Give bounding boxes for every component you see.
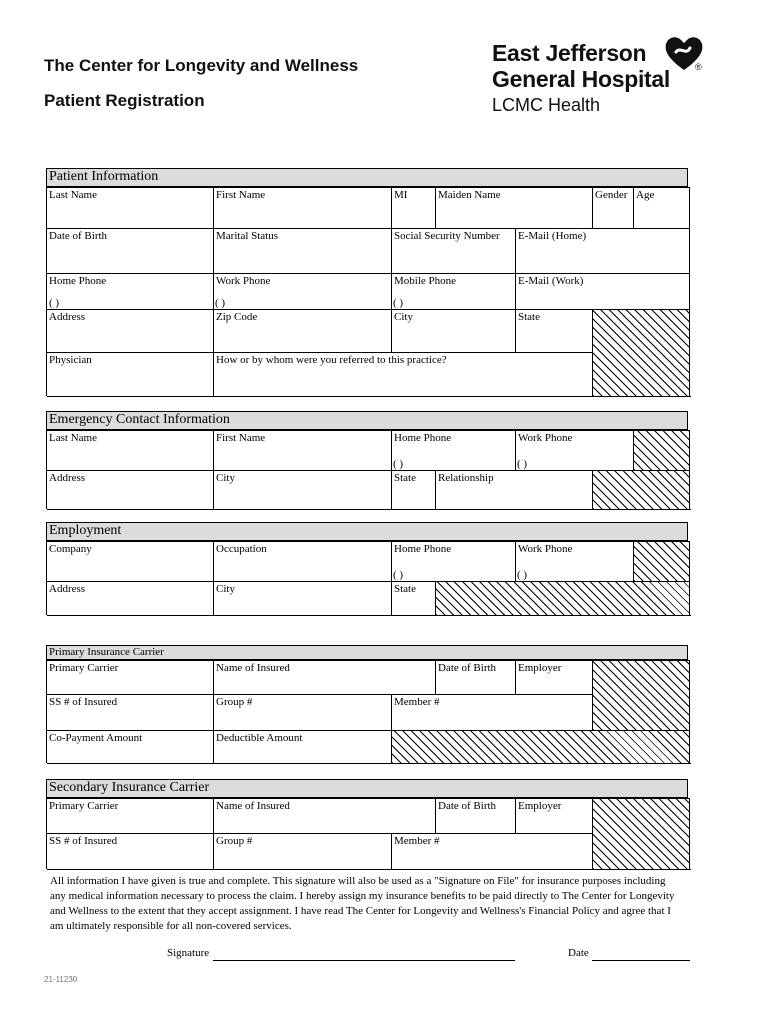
secondary-carrier-field[interactable]: Primary Carrier bbox=[47, 798, 213, 833]
work-phone-field[interactable]: Work Phone bbox=[213, 273, 391, 309]
emergency-first-name-field[interactable]: First Name bbox=[213, 430, 391, 470]
area-code: ( ) bbox=[393, 569, 404, 581]
date-label: Date bbox=[568, 947, 589, 959]
hatched-blank-area bbox=[435, 581, 689, 615]
area-code: ( ) bbox=[517, 569, 528, 581]
area-code: ( ) bbox=[49, 297, 60, 309]
hospital-logo bbox=[492, 40, 702, 116]
hatched-blank-area bbox=[633, 541, 689, 581]
secondary-employer-field[interactable]: Employer bbox=[515, 798, 592, 833]
deductible-field[interactable]: Deductible Amount bbox=[213, 730, 391, 763]
physician-field[interactable]: Physician bbox=[47, 352, 213, 396]
gender-field[interactable]: Gender bbox=[592, 187, 633, 228]
emergency-home-phone-field[interactable]: Home Phone bbox=[391, 430, 515, 470]
secondary-insured-dob-field[interactable]: Date of Birth bbox=[435, 798, 515, 833]
secondary-ss-field[interactable]: SS # of Insured bbox=[47, 833, 213, 869]
emergency-state-field[interactable]: State bbox=[391, 470, 435, 509]
primary-carrier-field[interactable]: Primary Carrier bbox=[47, 660, 213, 694]
age-field[interactable]: Age bbox=[633, 187, 689, 228]
signature-line[interactable] bbox=[213, 960, 515, 961]
occupation-field[interactable]: Occupation bbox=[213, 541, 391, 581]
form-number: 21-11230 bbox=[44, 975, 78, 984]
secondary-group-field[interactable]: Group # bbox=[213, 833, 391, 869]
emergency-last-name-field[interactable]: Last Name bbox=[47, 430, 213, 470]
clinic-name: The Center for Longevity and Wellness bbox=[44, 56, 359, 75]
employment-home-phone-field[interactable]: Home Phone bbox=[391, 541, 515, 581]
address-field[interactable]: Address bbox=[47, 309, 213, 352]
emergency-city-field[interactable]: City bbox=[213, 470, 391, 509]
area-code: ( ) bbox=[215, 297, 226, 309]
signature-label: Signature bbox=[167, 947, 210, 959]
emergency-contact-section bbox=[46, 411, 690, 511]
patient-information-section bbox=[46, 168, 690, 398]
primary-member-field[interactable]: Member # bbox=[391, 694, 592, 730]
company-field[interactable]: Company bbox=[47, 541, 213, 581]
section-title: Secondary Insurance Carrier bbox=[46, 779, 688, 798]
section-title: Patient Information bbox=[46, 168, 688, 187]
secondary-insurance-section bbox=[46, 779, 690, 871]
section-title: Employment bbox=[46, 522, 688, 541]
city-field[interactable]: City bbox=[391, 309, 515, 352]
emergency-address-field[interactable]: Address bbox=[47, 470, 213, 509]
referral-field[interactable]: How or by whom were you referred to this practice? bbox=[213, 352, 592, 396]
logo-line-1: East Jefferson bbox=[492, 40, 647, 66]
secondary-member-field[interactable]: Member # bbox=[391, 833, 592, 869]
emergency-relationship-field[interactable]: Relationship bbox=[435, 470, 592, 509]
marital-status-field[interactable]: Marital Status bbox=[213, 228, 391, 273]
logo-line-3: LCMC Health bbox=[492, 95, 601, 115]
state-field[interactable]: State bbox=[515, 309, 592, 352]
employment-work-phone-field[interactable]: Work Phone bbox=[515, 541, 633, 581]
registered-mark: ® bbox=[695, 62, 702, 72]
area-code: ( ) bbox=[393, 297, 404, 309]
section-title: Emergency Contact Information bbox=[46, 411, 688, 430]
employment-section bbox=[46, 522, 690, 617]
employment-address-field[interactable]: Address bbox=[47, 581, 213, 615]
secondary-insured-name-field[interactable]: Name of Insured bbox=[213, 798, 435, 833]
hatched-blank-area bbox=[592, 309, 689, 396]
area-code: ( ) bbox=[393, 458, 404, 470]
ssn-field[interactable]: Social Security Number bbox=[391, 228, 515, 273]
area-code: ( ) bbox=[517, 458, 528, 470]
home-phone-field[interactable]: Home Phone bbox=[47, 273, 213, 309]
primary-ss-field[interactable]: SS # of Insured bbox=[47, 694, 213, 730]
primary-employer-field[interactable]: Employer bbox=[515, 660, 592, 694]
date-line[interactable] bbox=[592, 960, 690, 961]
primary-insurance-section bbox=[46, 645, 690, 765]
first-name-field[interactable]: First Name bbox=[213, 187, 391, 228]
logo-line-2: General Hospital bbox=[492, 66, 670, 92]
hatched-blank-area bbox=[633, 430, 689, 470]
section-title: Primary Insurance Carrier bbox=[46, 645, 688, 660]
copay-field[interactable]: Co-Payment Amount bbox=[47, 730, 213, 763]
page-title: Patient Registration bbox=[44, 91, 205, 110]
emergency-work-phone-field[interactable]: Work Phone bbox=[515, 430, 633, 470]
primary-insured-dob-field[interactable]: Date of Birth bbox=[435, 660, 515, 694]
maiden-name-field[interactable]: Maiden Name bbox=[435, 187, 592, 228]
hatched-blank-area bbox=[592, 660, 689, 730]
employment-city-field[interactable]: City bbox=[213, 581, 391, 615]
dob-field[interactable]: Date of Birth bbox=[47, 228, 213, 273]
hatched-blank-area bbox=[592, 470, 689, 509]
zip-code-field[interactable]: Zip Code bbox=[213, 309, 391, 352]
mobile-phone-field[interactable]: Mobile Phone bbox=[391, 273, 515, 309]
last-name-field[interactable]: Last Name bbox=[47, 187, 213, 228]
primary-insured-name-field[interactable]: Name of Insured bbox=[213, 660, 435, 694]
email-work-field[interactable]: E-Mail (Work) bbox=[515, 273, 689, 309]
hatched-blank-area bbox=[391, 730, 689, 763]
primary-group-field[interactable]: Group # bbox=[213, 694, 391, 730]
mi-field[interactable]: MI bbox=[391, 187, 435, 228]
hatched-blank-area bbox=[592, 798, 689, 869]
employment-state-field[interactable]: State bbox=[391, 581, 435, 615]
consent-statement: All information I have given is true and complete. This signature will also be used as a "Signature on File" for insurance purposes including any medical information necessary to process the claim. I hereby assign my insurance benefits to be paid directly to The Center for Longevity and Wellness to the extent that they accept assignment. I have read The Center for Longevity and Wellness's Financial Policy and agree that I am ultimately responsible for all non-covered services. bbox=[50, 875, 675, 932]
email-home-field[interactable]: E-Mail (Home) bbox=[515, 228, 689, 273]
